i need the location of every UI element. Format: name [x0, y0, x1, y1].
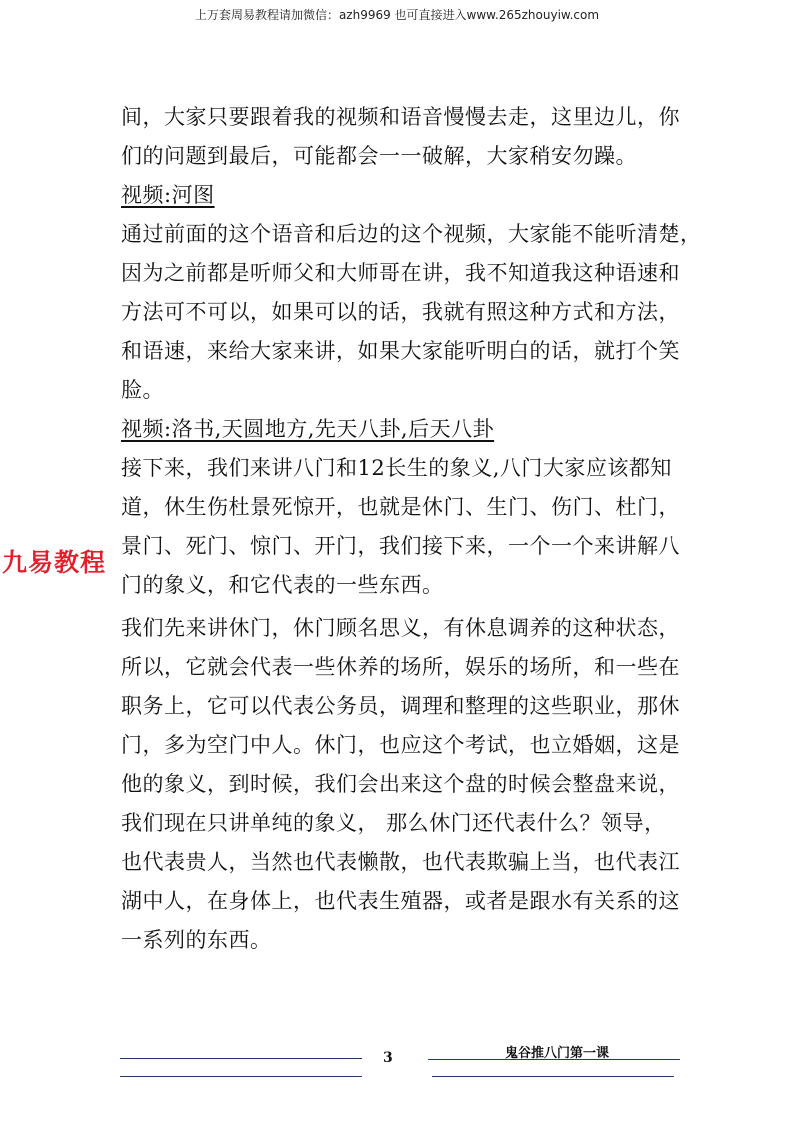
body-line: 所以，它就会代表一些休养的场所，娱乐的场所，和一些在 — [121, 655, 680, 679]
page-header: 上万套周易教程请加微信：azh9969 也可直接进入www.265zhouyiw.com — [194, 8, 600, 22]
body-line: 门的象义，和它代表的一些东西。 — [121, 573, 444, 597]
body-line: 因为之前都是听师父和大师哥在讲，我不知道我这种语速和 — [121, 261, 680, 285]
body-line: 我们现在只讲单纯的象义， 那么休门还代表什么？领导， — [121, 811, 666, 835]
body-line: 接下来，我们来讲八门和12长生的象义,八门大家应该都知 — [121, 456, 672, 480]
body-line: 一系列的东西。 — [121, 928, 272, 952]
video-link-hetu[interactable]: 视频:河图 — [121, 183, 215, 207]
body-line: 他的象义，到时候，我们会出来这个盘的时候会整盘来说， — [121, 772, 680, 796]
body-line: 通过前面的这个语音和后边的这个视频，大家能不能听清楚， — [121, 222, 702, 246]
footer-rule — [432, 1076, 674, 1077]
body-line: 景门、死门、惊门、开门，我们接下来，一个一个来讲解八 — [121, 534, 680, 558]
body-line: 道，休生伤杜景死惊开，也就是休门、生门、伤门、杜门， — [121, 495, 680, 519]
video-link-luoshu[interactable]: 视频:洛书,天圆地方,先天八卦,后天八卦 — [121, 417, 495, 441]
document-body — [121, 98, 702, 960]
footer-rule — [120, 1076, 362, 1077]
footer-rule — [120, 1058, 362, 1059]
page-number: 3 — [383, 1050, 393, 1066]
body-line: 方法可不可以，如果可以的话，我就有照这种方式和方法， — [121, 300, 680, 324]
body-line: 门，多为空门中人。休门，也应这个考试，也立婚姻，这是 — [121, 733, 680, 757]
body-line: 间，大家只要跟着我的视频和语音慢慢去走，这里边儿，你 — [121, 105, 680, 129]
body-line: 我们先来讲休门，休门顾名思义，有休息调养的这种状态， — [121, 616, 680, 640]
body-line: 职务上，它可以代表公务员，调理和整理的这些职业，那休 — [121, 694, 680, 718]
footer-title: 鬼谷推八门第一课 — [505, 1046, 610, 1061]
body-line: 和语速，来给大家来讲，如果大家能听明白的话，就打个笑 — [121, 339, 680, 363]
body-line: 脸。 — [121, 378, 164, 402]
body-line: 湖中人，在身体上，也代表生殖器，或者是跟水有关系的这 — [121, 889, 680, 913]
watermark-logo: 九易教程 — [2, 548, 107, 577]
footer-rule — [428, 1059, 680, 1060]
body-line: 也代表贵人，当然也代表懒散，也代表欺骗上当，也代表江 — [121, 850, 680, 874]
body-line: 们的问题到最后，可能都会一一破解，大家稍安勿躁。 — [121, 144, 637, 168]
